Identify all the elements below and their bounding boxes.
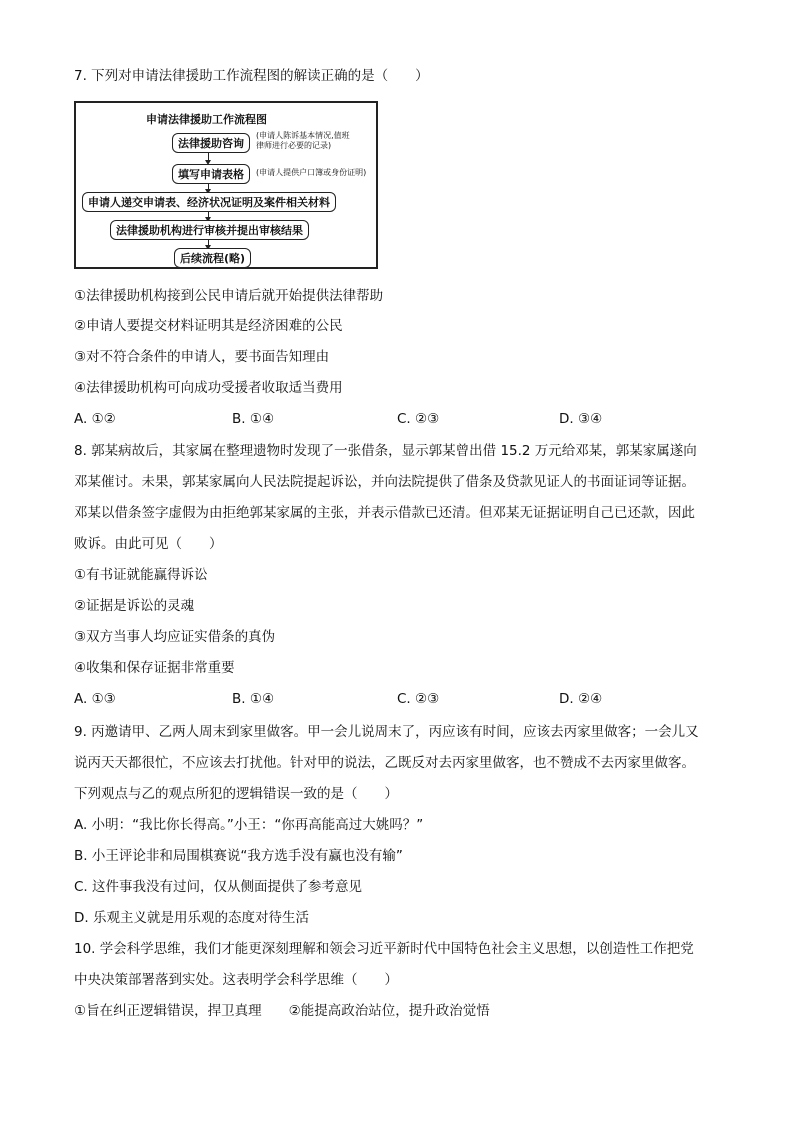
flow-arrow [208, 240, 209, 246]
q8-item-2: ②证据是诉讼的灵魂 [74, 598, 195, 614]
flow-note-1b: 律师进行必要的记录) [256, 141, 332, 150]
flow-step-1: 法律援助咨询 [172, 133, 250, 153]
q7-option-b: B. ①④ [232, 411, 275, 427]
q8-option-c: C. ②③ [397, 691, 440, 707]
flowchart-title: 申请法律援助工作流程图 [146, 113, 267, 126]
q10-stem-line-1: 10. 学会科学思维，我们才能更深刻理解和领会习近平新时代中国特色社会主义思想，以创造性工作把党 [74, 941, 694, 957]
flow-step-5: 后续流程(略) [174, 248, 251, 268]
q7-option-c: C. ②③ [397, 411, 440, 427]
q7-item-3: ③对不符合条件的申请人，要书面告知理由 [74, 349, 330, 365]
q9-option-b: B. 小王评论非和局围棋赛说“我方选手没有赢也没有输” [74, 848, 403, 864]
q9-stem-line-2: 说丙天天都很忙，不应该去打扰他。针对甲的说法，乙既反对去丙家里做客，也不赞成不去丙家里做客。 [74, 755, 695, 771]
q8-option-b: B. ①④ [232, 691, 275, 707]
flow-step-2: 填写申请表格 [172, 164, 250, 184]
q8-item-1: ①有书证就能赢得诉讼 [74, 567, 208, 583]
q8-stem-line-2: 邓某催讨。未果，郭某家属向人民法院提起诉讼，并向法院提供了借条及贷款见证人的书面证词等证据。 [74, 474, 695, 490]
q10-stem-line-2: 中央决策部署落到实处。这表明学会科学思维（ ） [74, 972, 398, 988]
flow-note-1a: (申请人陈诉基本情况,值班 [256, 131, 350, 140]
q8-option-a: A. ①③ [74, 691, 116, 707]
q7-option-d: D. ③④ [559, 411, 603, 427]
q7-item-1: ①法律援助机构接到公民申请后就开始提供法律帮助 [74, 288, 384, 304]
q7-item-2: ②申请人要提交材料证明其是经济困难的公民 [74, 318, 343, 334]
q8-stem-line-4: 败诉。由此可见（ ） [74, 536, 223, 552]
q8-option-d: D. ②④ [559, 691, 603, 707]
flow-note-2: (申请人提供户口簿或身份证明) [256, 168, 367, 177]
q8-stem-line-1: 8. 郭某病故后，其家属在整理遗物时发现了一张借条，显示郭某曾出借 15.2 万元给邓某，郭某家属遂向 [74, 443, 697, 459]
q9-stem-line-1: 9. 丙邀请甲、乙两人周末到家里做客。甲一会儿说周末了，丙应该有时间，应该去丙家里做客；一会儿又 [74, 724, 699, 740]
q7-option-a: A. ①② [74, 411, 116, 427]
q10-items: ①旨在纠正逻辑错误，捍卫真理 ②能提高政治站位，提升政治觉悟 [74, 1003, 490, 1019]
q7-item-4: ④法律援助机构可向成功受援者收取适当费用 [74, 380, 343, 396]
flow-arrow [208, 184, 209, 190]
q9-stem-line-3: 下列观点与乙的观点所犯的逻辑错误一致的是（ ） [74, 786, 398, 802]
q9-option-a: A. 小明：“我比你长得高。”小王：“你再高能高过大姚吗？” [74, 817, 424, 833]
flow-arrow [208, 153, 209, 161]
q8-item-3: ③双方当事人均应证实借条的真伪 [74, 629, 276, 645]
q8-item-4: ④收集和保存证据非常重要 [74, 660, 235, 676]
q9-option-c: C. 这件事我没有过问，仅从侧面提供了参考意见 [74, 879, 363, 895]
q9-option-d: D. 乐观主义就是用乐观的态度对待生活 [74, 910, 309, 926]
flowchart [74, 101, 378, 269]
q8-stem-line-3: 邓某以借条签字虚假为由拒绝郭某家属的主张，并表示借款已还清。但邓某无证据证明自己已还款，因此 [74, 505, 695, 521]
flow-step-4: 法律援助机构进行审核并提出审核结果 [110, 220, 309, 240]
flow-arrow [208, 212, 209, 218]
q7-stem: 7. 下列对申请法律援助工作流程图的解读正确的是（ ） [74, 68, 429, 84]
flow-step-3: 申请人递交申请表、经济状况证明及案件相关材料 [82, 192, 336, 212]
